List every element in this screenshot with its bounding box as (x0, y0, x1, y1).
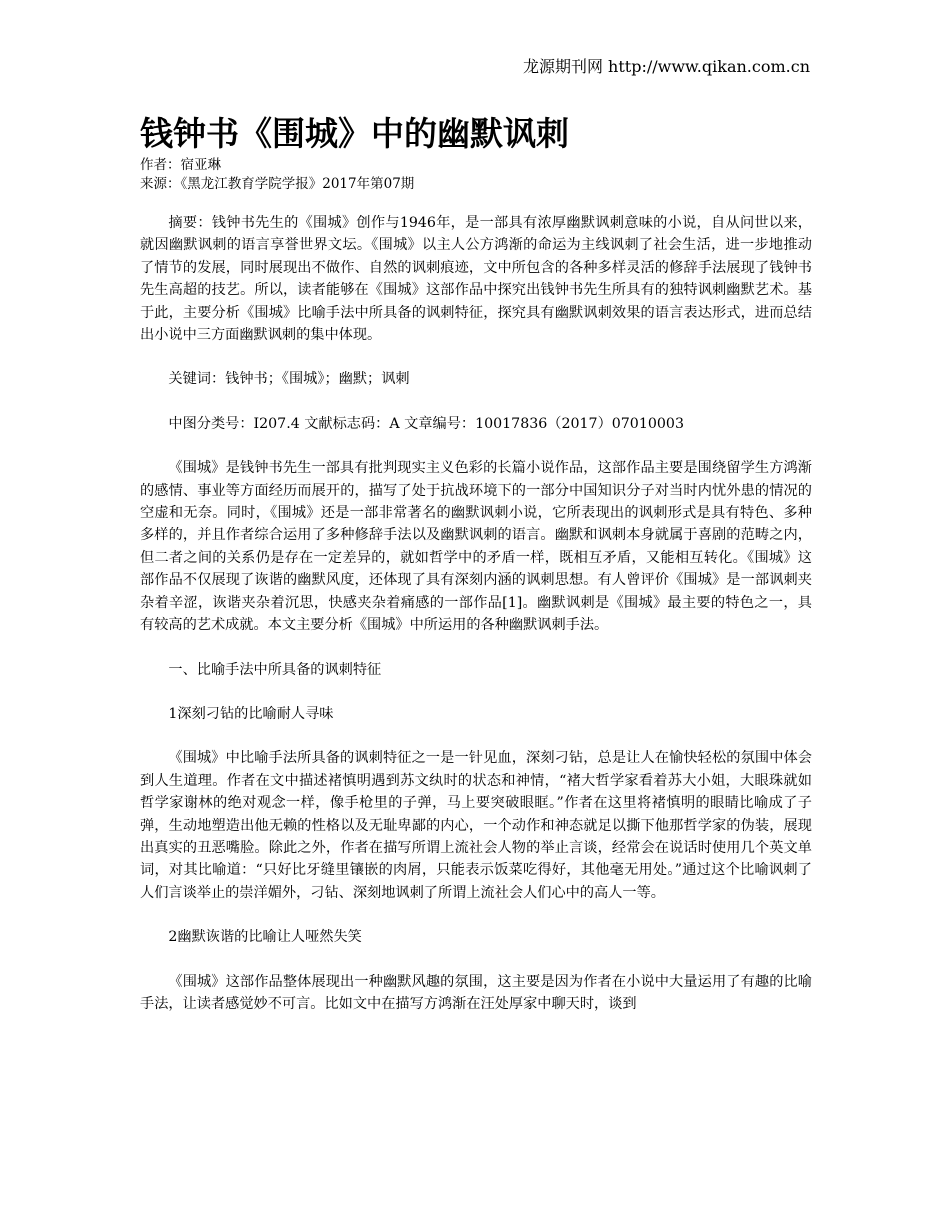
article-content (140, 112, 812, 1015)
site-header: 龙源期刊网 http://www.qikan.com.cn (522, 57, 810, 76)
body-paragraph-1: 《围城》中比喻手法所具备的讽刺特征之一是一针见血，深刻刁钻，总是让人在愉快轻松的氛围中体会到人生道理。作者在文中描述褚慎明遇到苏文纨时的状态和神情，“褚大哲学家看着苏大小姐，大眼珠就如哲学家谢林的绝对观念一样，像手枪里的子弹，马上要突破眼眶。”作者在这里将褚慎明的眼睛比喻成了子弹，生动地塑造出他无赖的性格以及无耻卑鄙的内心，一个动作和神态就足以撕下他那哲学家的伪装，展现出真实的丑恶嘴脸。除此之外，作者在描写所谓上流社会人物的举止言谈，经常会在说话时使用几个英文单词，对其比喻道：“只好比牙缝里镶嵌的肉屑，只能表示饭菜吃得好，其他毫无用处。”通过这个比喻讽刺了人们言谈举止的崇洋媚外，刁钻、深刻地讽刺了所谓上流社会人们心中的高人一等。 (140, 750, 812, 901)
article-author: 作者：宿亚琳 (140, 157, 221, 173)
section-heading-1: 一、比喻手法中所具备的讽刺特征 (168, 661, 382, 678)
article-source: 来源：《黑龙江教育学院学报》2017年第07期 (140, 176, 415, 192)
keywords-paragraph: 关键词：钱钟书；《围城》；幽默；讽刺 (168, 371, 410, 388)
body-paragraph-2: 《围城》这部作品整体展现出一种幽默风趣的氛围，这主要是因为作者在小说中大量运用了有趣的比喻手法，让读者感觉妙不可言。比如文中在描写方鸿渐在汪处厚家中聊天时，谈到 (140, 973, 812, 1012)
article-title: 钱钟书《围城》中的幽默讽刺 (140, 114, 569, 153)
classification-paragraph: 中图分类号：I207.4 文献标志码：A 文章编号：10017836（2017）07010003 (168, 415, 684, 432)
subsection-heading-2: 2幽默诙谐的比喻让人哑然失笑 (168, 929, 362, 946)
intro-paragraph: 《围城》是钱钟书先生一部具有批判现实主义色彩的长篇小说作品，这部作品主要是围绕留学生方鸿渐的感情、事业等方面经历而展开的，描写了处于抗战环境下的一部分中国知识分子对当时内忧外患的情况的空虚和无奈。同时，《围城》还是一部非常著名的幽默讽刺小说，它所表现出的讽刺形式是具有特色、多种多样的，并且作者综合运用了多种修辞手法以及幽默讽刺的语言。幽默和讽刺本身就属于喜剧的范畴之内，但二者之间的关系仍是存在一定差异的，就如哲学中的矛盾一样，既相互矛盾，又能相互转化。《围城》这部作品不仅展现了诙谐的幽默风度，还体现了具有深刻内涵的讽刺思想。有人曾评价《围城》是一部讽刺夹杂着辛涩，诙谐夹杂着沉思，快感夹杂着痛感的一部作品[1]。幽默讽刺是《围城》最主要的特色之一，具有较高的艺术成就。本文主要分析《围城》中所运用的各种幽默讽刺手法。 (140, 460, 812, 634)
abstract-paragraph: 摘要：钱钟书先生的《围城》创作与1946年，是一部具有浓厚幽默讽刺意味的小说，自从问世以来，就因幽默讽刺的语言享誉世界文坛。《围城》以主人公方鸿渐的命运为主线讽刺了社会生活，进一步地推动了情节的发展，同时展现出不做作、自然的讽刺痕迹，文中所包含的各种多样灵活的修辞手法展现了钱钟书先生高超的技艺。所以，读者能够在《围城》这部作品中探究出钱钟书先生所具有的独特讽刺幽默艺术。基于此，主要分析《围城》比喻手法中所具备的讽刺特征，探究具有幽默讽刺效果的语言表达形式，进而总结出小说中三方面幽默讽刺的集中体现。 (140, 215, 812, 344)
subsection-heading-1: 1深刻刁钻的比喻耐人寻味 (168, 705, 334, 722)
